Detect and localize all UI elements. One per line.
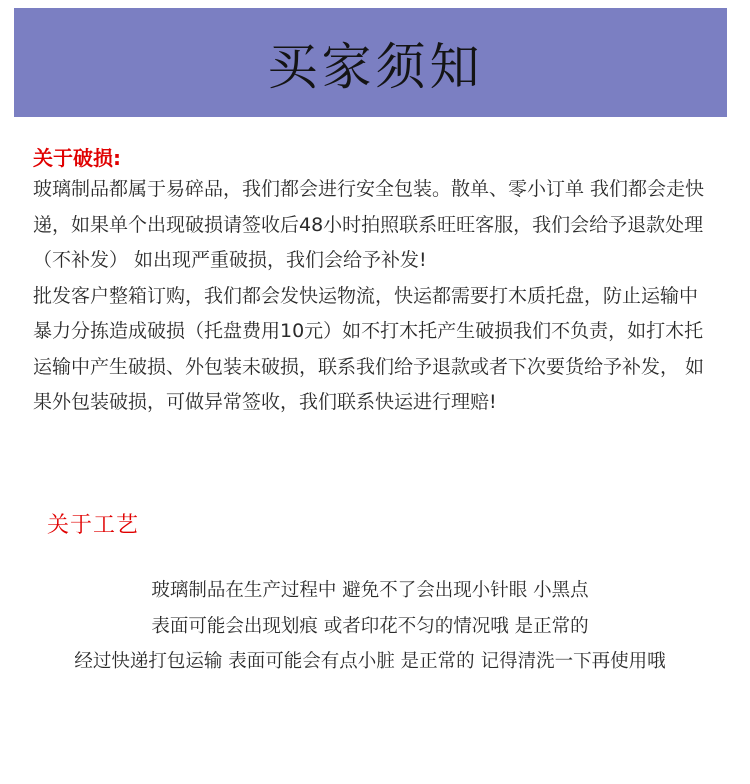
title-banner: [14, 8, 727, 117]
damage-section-body: [33, 172, 713, 421]
craft-line: 玻璃制品在生产过程中 避免不了会出现小针眼 小黑点: [151, 580, 589, 601]
craft-line: 表面可能会出现划痕 或者印花不匀的情况哦 是正常的: [151, 615, 589, 637]
damage-paragraph-retail: 玻璃制品都属于易碎品，我们都会进行安全包装。散单、零小订单 我们都会走快递，如果单个出现破损请签收后48小时拍照联系旺旺客服，我们会给予退款处理（不补发） 如出现严重破损，我们会给予补发!: [33, 178, 705, 271]
craft-line: 经过快递打包运输 表面可能会有点小脏 是正常的 记得清洗一下再使用哦: [74, 651, 666, 672]
craft-section-body: [0, 573, 740, 680]
craft-section-heading: 关于工艺: [47, 513, 140, 538]
damage-section-heading: 关于破损:: [33, 146, 121, 170]
page-title: 买家须知: [267, 37, 484, 96]
damage-paragraph-wholesale: 批发客户整箱订购，我们都会发快运物流，快运都需要打木质托盘，防止运输中暴力分拣造成破损（托盘费用10元）如不打木托产生破损我们不负责，如打木托运输中产生破损、外包装未破损，联系我们给予退款或者下次要货给予补发， 如果外包装破损，可做异常签收，我们联系快运进行理赔!: [33, 284, 705, 413]
